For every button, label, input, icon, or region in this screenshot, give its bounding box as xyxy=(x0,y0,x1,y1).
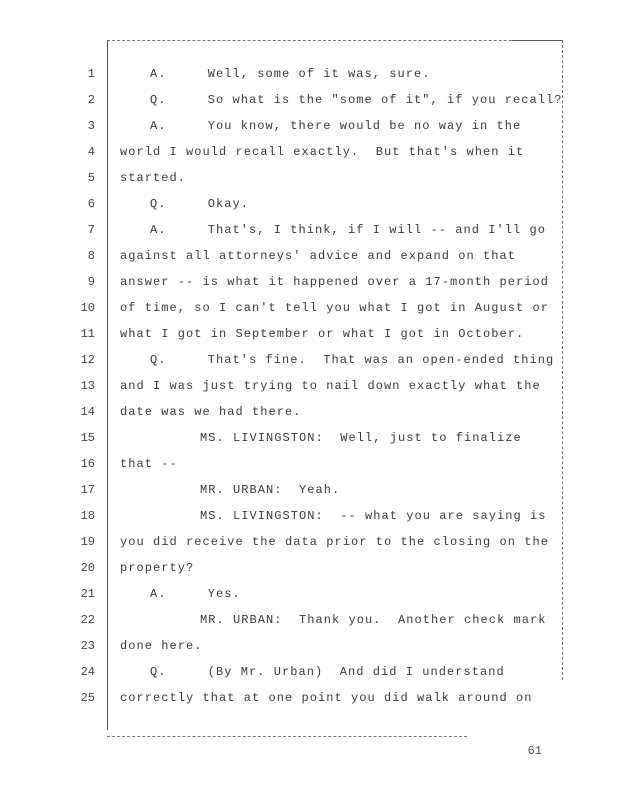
transcript-line xyxy=(0,141,618,167)
frame-bottom-border xyxy=(107,736,467,737)
transcript-line xyxy=(0,193,618,219)
transcript-line xyxy=(0,687,618,713)
line-number: 12 xyxy=(80,353,95,367)
line-number: 24 xyxy=(80,665,95,679)
line-text: and I was just trying to nail down exactly what the xyxy=(120,379,541,393)
transcript-line xyxy=(0,401,618,427)
transcript-line xyxy=(0,349,618,375)
line-text: A. You know, there would be no way in the xyxy=(150,119,522,133)
line-text: answer -- is what it happened over a 17-month period xyxy=(120,275,550,289)
line-text: Q. So what is the "some of it", if you recall? xyxy=(150,93,563,107)
transcript-line xyxy=(0,505,618,531)
line-number: 9 xyxy=(87,275,95,289)
line-text: of time, so I can't tell you what I got in August or xyxy=(120,301,550,315)
line-text: property? xyxy=(120,561,195,575)
transcript-line xyxy=(0,375,618,401)
line-text: done here. xyxy=(120,639,203,653)
transcript-line xyxy=(0,219,618,245)
line-text: correctly that at one point you did walk around on xyxy=(120,691,533,705)
line-text: Q. Okay. xyxy=(150,197,250,211)
line-number: 1 xyxy=(87,67,95,81)
transcript-line xyxy=(0,167,618,193)
line-text: world I would recall exactly. But that's when it xyxy=(120,145,525,159)
transcript-line xyxy=(0,297,618,323)
transcript-line xyxy=(0,635,618,661)
transcript-line xyxy=(0,63,618,89)
line-number: 4 xyxy=(87,145,95,159)
transcript-line xyxy=(0,89,618,115)
transcript-line xyxy=(0,453,618,479)
line-number: 13 xyxy=(80,379,95,393)
line-text: MS. LIVINGSTON: Well, just to finalize xyxy=(200,431,522,445)
line-text: MS. LIVINGSTON: -- what you are saying is xyxy=(200,509,547,523)
transcript-lines xyxy=(0,63,618,713)
line-text: Q. That's fine. That was an open-ended thing xyxy=(150,353,555,367)
transcript-line xyxy=(0,661,618,687)
line-number: 15 xyxy=(80,431,95,445)
line-number: 11 xyxy=(80,327,95,341)
line-number: 20 xyxy=(80,561,95,575)
line-number: 8 xyxy=(87,249,95,263)
page-number: 61 xyxy=(527,744,542,758)
frame-top-border-segment xyxy=(512,40,562,41)
line-number: 23 xyxy=(80,639,95,653)
transcript-line xyxy=(0,557,618,583)
line-number: 22 xyxy=(80,613,95,627)
transcript-line xyxy=(0,479,618,505)
line-number: 10 xyxy=(80,301,95,315)
transcript-line xyxy=(0,115,618,141)
line-text: MR. URBAN: Yeah. xyxy=(200,483,341,497)
line-text: date was we had there. xyxy=(120,405,302,419)
line-number: 14 xyxy=(80,405,95,419)
line-text: what I got in September or what I got in October. xyxy=(120,327,525,341)
line-number: 18 xyxy=(80,509,95,523)
transcript-line xyxy=(0,427,618,453)
line-number: 2 xyxy=(87,93,95,107)
transcript-line xyxy=(0,323,618,349)
line-text: A. Yes. xyxy=(150,587,241,601)
line-text: you did receive the data prior to the closing on the xyxy=(120,535,550,549)
line-text: Q. (By Mr. Urban) And did I understand xyxy=(150,665,505,679)
line-number: 7 xyxy=(87,223,95,237)
line-text: A. That's, I think, if I will -- and I'll go xyxy=(150,223,547,237)
line-number: 25 xyxy=(80,691,95,705)
line-text: against all attorneys' advice and expand on that xyxy=(120,249,517,263)
transcript-line xyxy=(0,583,618,609)
line-text: that -- xyxy=(120,457,178,471)
transcript-line xyxy=(0,245,618,271)
line-number: 5 xyxy=(87,171,95,185)
line-text: MR. URBAN: Thank you. Another check mark xyxy=(200,613,547,627)
line-number: 21 xyxy=(80,587,95,601)
line-number: 19 xyxy=(80,535,95,549)
line-number: 3 xyxy=(87,119,95,133)
line-text: started. xyxy=(120,171,187,185)
line-number: 6 xyxy=(87,197,95,211)
line-number: 17 xyxy=(80,483,95,497)
transcript-line xyxy=(0,531,618,557)
transcript-line xyxy=(0,271,618,297)
line-number: 16 xyxy=(80,457,95,471)
transcript-line xyxy=(0,609,618,635)
line-text: A. Well, some of it was, sure. xyxy=(150,67,431,81)
frame-top-border xyxy=(107,40,562,41)
